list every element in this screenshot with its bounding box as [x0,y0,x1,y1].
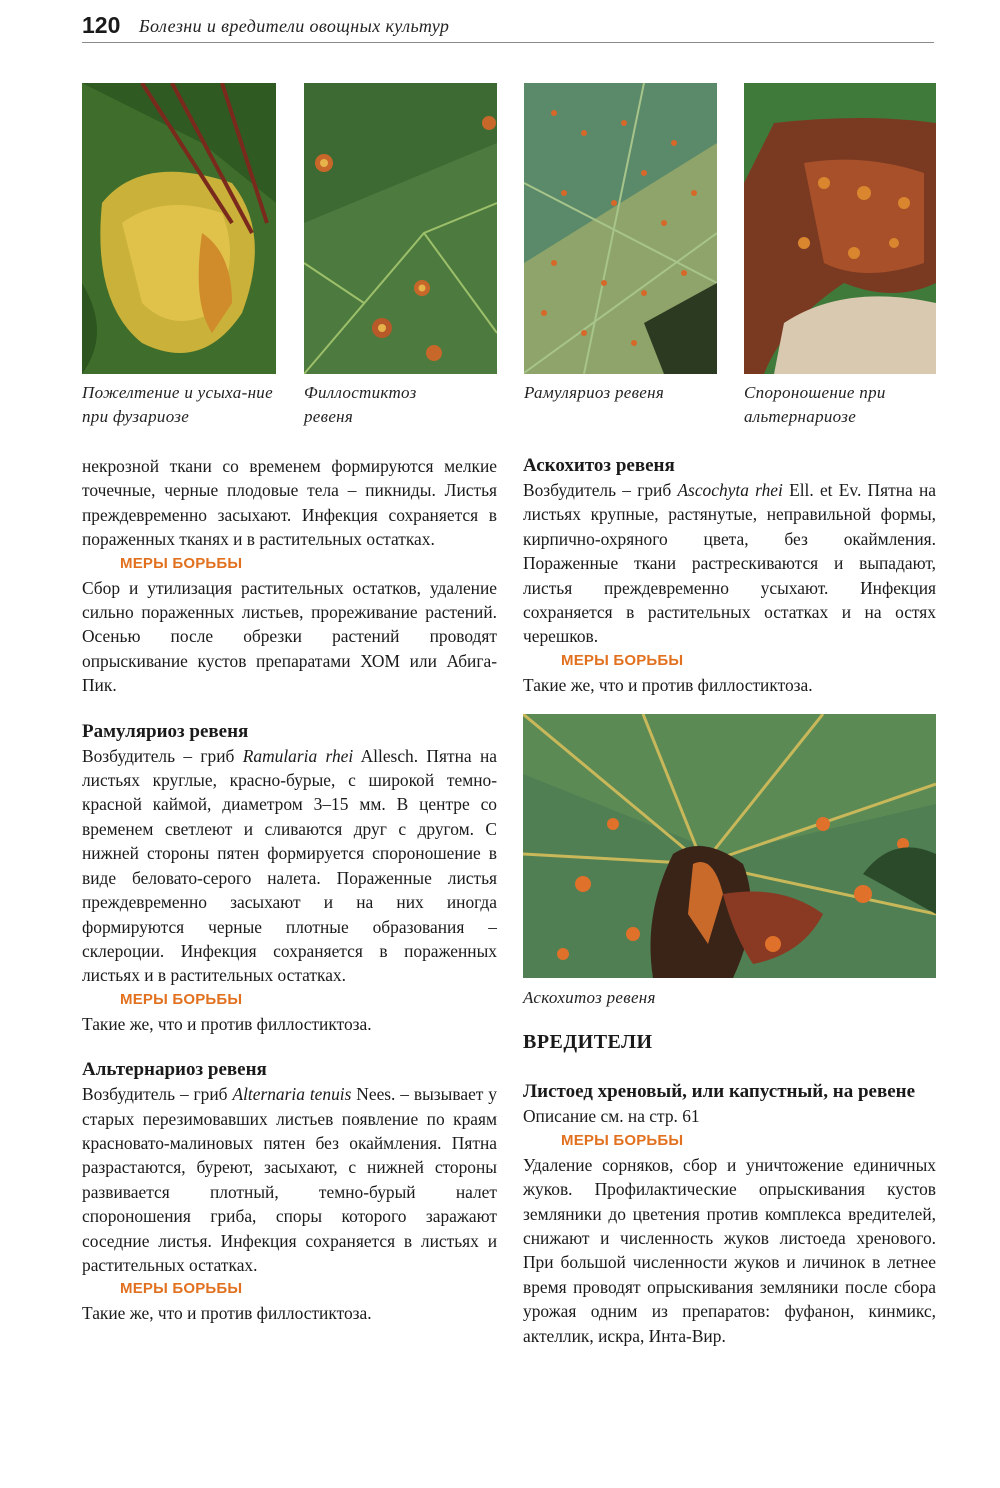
measures-heading: МЕРЫ БОРЬБЫ [120,1280,243,1298]
left-intro: некрозной ткани со временем формируются мелкие точечные, черные плодовые тела – пикниды. Листья преждевременно засыхают. Инфекция сохраняется в пораженных тканях и в растительных остатках. [82,456,497,550]
right-column-top [523,454,936,697]
caption-ascochyta: Аскохитоз ревеня [523,988,656,1007]
photo-alternaria [744,83,936,374]
alternaria-text: Возбудитель – гриб Alternaria tenuis Nees. – вызывает у старых перезимовавших листьев появление по краям красновато-малиновых пятен без окаймления. Пятна разрастаются, буреют, засыхают, с нижней стороны развивается плотный, темно-бурый налет спороношения гриба, споры которого заражают соседние листья. Инфекция сохраняется в листьях и растительных остатках. [82,1084,497,1275]
caption-ramularia: Рамуляриоз ревеня [524,383,665,402]
caption-phyllosticta: Филлостиктоз ревеня [304,383,417,426]
caption-fusarium: Пожелтение и усыха-ние при фузариозе [82,383,273,426]
page-number: 120 [82,12,121,38]
ramularia-text: Возбудитель – гриб Ramularia rhei Allesch. Пятна на листьях круглые, красно-бурые, с широкой темно-красной каймой, диаметром 3–15 мм. В центре со временем светлеют и сливаются друг с другом. С нижней стороны пятен формируется спороношение в виде беловато-серого налета. Пораженные листья преждевременно засыхают и на них иногда формируются черные плотные образования – склероции. Инфекция сохраняется в пораженных листьях и в растительных остатках. [82,745,497,986]
photo-ascochyta [523,714,936,978]
alternaria-title: Альтернариоз ревеня [82,1059,267,1081]
ramularia-latin: Ramularia rhei [242,745,354,766]
beetle-reference: Описание см. на стр. 61 [523,1106,700,1127]
measures-text: Такие же, что и против филлостиктоза. [523,674,813,695]
right-column-bottom [523,1030,936,1348]
measures-text: Удаление сорняков, сбор и уничтожение единичных жуков. Профилактические опрыскивания кустов земляники до цветения против комплекса вредителей, снижают и численность жуков листоеда хренового. При большой численности жуков и личинок в летнее время проводят опрыскивания земляники после сбора урожая одним из препаратов: фуфанон, кинмикс, актеллик, искра, Инта-Вир. [523,1154,936,1346]
measures-heading: МЕРЫ БОРЬБЫ [120,554,243,572]
ascochyta-text: Возбудитель – гриб Ascochyta rhei Ell. et Ev. Пятна на листьях крупные, растянутые, неправильной формы, кирпично-охряного цвета, без окаймления. Пораженные ткани растрескиваются и выпадают, листья преждевременно усыхают. Инфекция сохраняется в растительных остатках и на остях черешков. [523,480,936,647]
measures-heading: МЕРЫ БОРЬБЫ [561,1131,684,1149]
photo-ramularia [524,83,717,374]
ascochyta-latin: Ascochyta rhei [677,480,783,500]
measures-text: Сбор и утилизация растительных остатков, удаление сильно пораженных листьев, прореживание растений. Осенью после обрезки растений проводят опрыскивание кустов препаратами ХОМ или Абига-Пик. [82,577,497,696]
measures-text: Такие же, что и против филлостиктоза. [82,1013,372,1034]
running-title: Болезни и вредители овощных культур [139,16,450,36]
alternaria-latin: Alternaria tenuis [232,1084,352,1105]
ascochyta-title: Аскохитоз ревеня [523,455,675,476]
pests-heading: ВРЕДИТЕЛИ [523,1031,653,1053]
measures-heading: МЕРЫ БОРЬБЫ [561,651,684,669]
photo-phyllosticta [304,83,497,374]
beetle-title: Листоед хреновый, или капустный, на ревене [523,1081,916,1103]
left-column [82,454,497,1326]
measures-heading: МЕРЫ БОРЬБЫ [120,990,243,1008]
measures-text: Такие же, что и против филлостиктоза. [82,1303,372,1324]
ramularia-title: Рамуляриоз ревеня [82,720,249,742]
photo-fusarium [82,83,276,374]
caption-alternaria: Спороношение при альтернариозе [744,383,886,426]
page-header [82,12,934,43]
